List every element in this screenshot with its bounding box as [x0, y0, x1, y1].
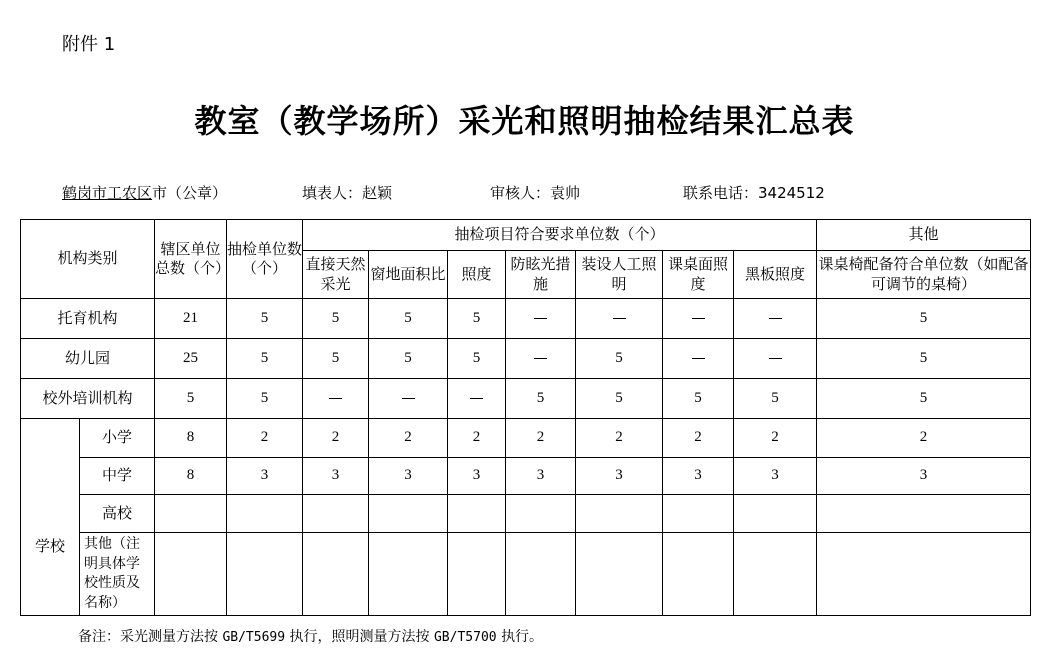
compliant-cell: 5 [303, 339, 369, 379]
district-total-cell: 25 [155, 339, 227, 379]
compliant-cell: 5 [576, 339, 663, 379]
dash-mark [769, 318, 782, 319]
compliant-cell [506, 495, 576, 533]
compliant-cell [369, 379, 448, 419]
desk-chair-cell: 2 [817, 419, 1031, 458]
dash-mark [692, 358, 705, 359]
compliant-cell [369, 495, 448, 533]
header-compliant-group: 抽检项目符合要求单位数（个） [303, 220, 817, 251]
compliant-cell [734, 495, 817, 533]
sampled-cell: 5 [227, 299, 303, 339]
compliant-cell: 2 [734, 419, 817, 458]
compliant-cell: 3 [448, 458, 506, 495]
compliant-cell [448, 495, 506, 533]
table-row [21, 458, 1031, 495]
compliant-cell [734, 533, 817, 616]
row-label: 托育机构 [21, 299, 155, 339]
sampled-cell: 5 [227, 339, 303, 379]
row-label: 校外培训机构 [21, 379, 155, 419]
sampled-cell [227, 533, 303, 616]
compliant-cell: 5 [448, 339, 506, 379]
compliant-cell: 5 [506, 379, 576, 419]
compliant-cell: 5 [576, 379, 663, 419]
header-other: 其他 [817, 220, 1031, 251]
school-group-label: 学校 [21, 419, 80, 616]
desk-chair-cell: 5 [817, 339, 1031, 379]
dash-mark [534, 358, 547, 359]
district-total-cell: 21 [155, 299, 227, 339]
table-row [21, 379, 1031, 419]
dash-mark [470, 398, 483, 399]
sampled-cell: 2 [227, 419, 303, 458]
compliant-cell [734, 299, 817, 339]
compliant-cell [303, 533, 369, 616]
compliant-cell: 3 [369, 458, 448, 495]
header-col: 直接天然采光 [303, 251, 369, 299]
compliant-cell [734, 339, 817, 379]
table-row [21, 419, 1031, 458]
sampled-cell: 5 [227, 379, 303, 419]
footnote [78, 626, 543, 646]
district-total-cell [155, 495, 227, 533]
district-total-cell: 5 [155, 379, 227, 419]
header-col: 窗地面积比 [369, 251, 448, 299]
region-suffix: 市（公章） [152, 184, 228, 202]
desk-chair-cell: 3 [817, 458, 1031, 495]
note-standard-2: GB/T5700 [433, 630, 497, 645]
dash-mark [402, 398, 415, 399]
row-label: 中学 [80, 458, 155, 495]
table-row [21, 299, 1031, 339]
compliant-cell [663, 495, 734, 533]
header-col: 课桌面照度 [663, 251, 734, 299]
note-text: 执行，照明测量方法按 [289, 629, 430, 645]
compliant-cell: 2 [663, 419, 734, 458]
note-standard-1: GB/T5699 [222, 630, 286, 645]
compliant-cell [663, 339, 734, 379]
page-title: 教室（教学场所）采光和照明抽检结果汇总表 [194, 102, 855, 140]
summary-table [20, 219, 1031, 616]
compliant-cell [663, 533, 734, 616]
compliant-cell: 5 [303, 299, 369, 339]
contact-phone: 联系电话：3424512 [683, 184, 825, 202]
compliant-cell [369, 533, 448, 616]
compliant-cell [448, 533, 506, 616]
compliant-cell: 2 [506, 419, 576, 458]
attachment-label: 附件 1 [62, 34, 116, 55]
sampled-cell [227, 495, 303, 533]
note-text: 备注：采光测量方法按 [78, 629, 218, 645]
table-row [21, 339, 1031, 379]
row-label: 幼儿园 [21, 339, 155, 379]
dash-mark [692, 318, 705, 319]
compliant-cell [663, 299, 734, 339]
header-org-type: 机构类别 [21, 220, 155, 299]
compliant-cell [506, 339, 576, 379]
compliant-cell: 5 [663, 379, 734, 419]
region-name: 鹤岗市工农区 [62, 184, 153, 202]
header-row-1 [21, 220, 1031, 251]
dash-mark [329, 398, 342, 399]
compliant-cell: 2 [576, 419, 663, 458]
header-desk-chair: 课桌椅配备符合单位数（如配备可调节的桌椅） [817, 251, 1031, 299]
compliant-cell: 3 [303, 458, 369, 495]
compliant-cell: 3 [663, 458, 734, 495]
header-col: 装设人工照明 [576, 251, 663, 299]
reviewer: 审核人：袁帅 [490, 184, 581, 202]
compliant-cell [576, 299, 663, 339]
desk-chair-cell [817, 533, 1031, 616]
note-text: 执行。 [501, 629, 544, 645]
header-col: 照度 [448, 251, 506, 299]
compliant-cell: 5 [369, 299, 448, 339]
dash-mark [769, 358, 782, 359]
compliant-cell: 3 [734, 458, 817, 495]
compliant-cell: 2 [303, 419, 369, 458]
compliant-cell: 3 [576, 458, 663, 495]
region-line [62, 182, 227, 203]
district-total-cell: 8 [155, 458, 227, 495]
compliant-cell [303, 379, 369, 419]
desk-chair-cell: 5 [817, 379, 1031, 419]
header-district-total: 辖区单位总数（个） [155, 220, 227, 299]
desk-chair-cell: 5 [817, 299, 1031, 339]
filler: 填表人：赵颖 [302, 184, 393, 202]
compliant-cell [506, 533, 576, 616]
compliant-cell: 5 [448, 299, 506, 339]
district-total-cell: 8 [155, 419, 227, 458]
header-col: 黑板照度 [734, 251, 817, 299]
sampled-cell: 3 [227, 458, 303, 495]
compliant-cell [576, 533, 663, 616]
compliant-cell [506, 299, 576, 339]
compliant-cell: 5 [734, 379, 817, 419]
desk-chair-cell [817, 495, 1031, 533]
compliant-cell [448, 379, 506, 419]
row-label: 高校 [80, 495, 155, 533]
compliant-cell [303, 495, 369, 533]
dash-mark [613, 318, 626, 319]
district-total-cell [155, 533, 227, 616]
compliant-cell: 5 [369, 339, 448, 379]
header-sampled: 抽检单位数（个） [227, 220, 303, 299]
compliant-cell: 2 [448, 419, 506, 458]
compliant-cell: 2 [369, 419, 448, 458]
header-col: 防眩光措施 [506, 251, 576, 299]
compliant-cell: 3 [506, 458, 576, 495]
row-label: 其他（注明具体学校性质及名称） [80, 533, 155, 616]
dash-mark [534, 318, 547, 319]
table-row [21, 495, 1031, 533]
compliant-cell [576, 495, 663, 533]
row-label: 小学 [80, 419, 155, 458]
table-row [21, 533, 1031, 616]
